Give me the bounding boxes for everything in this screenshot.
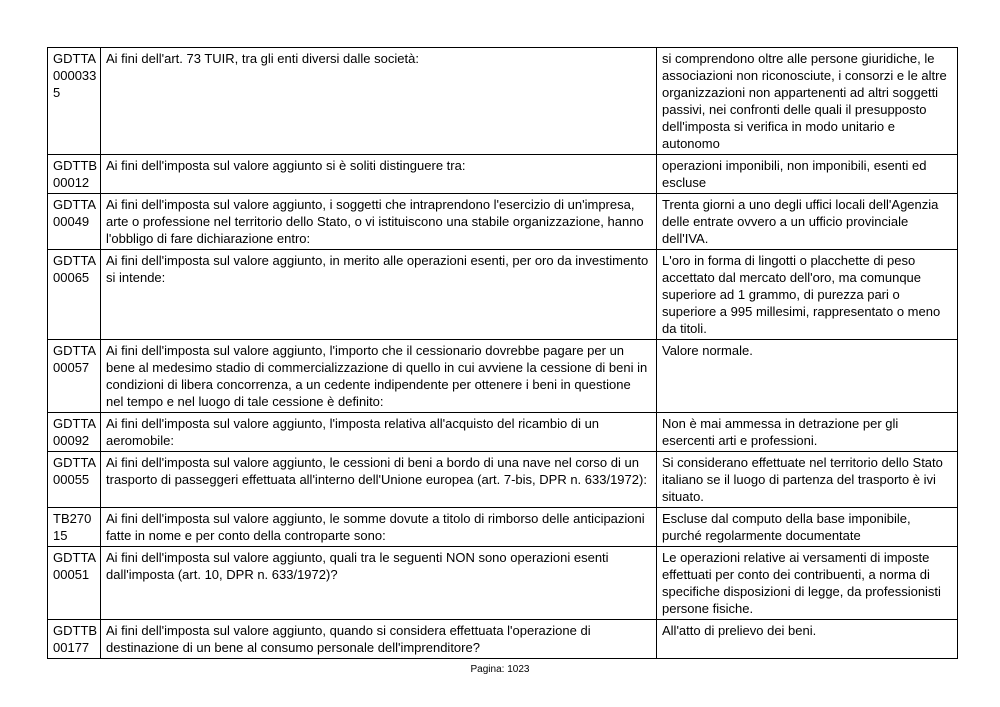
question-text: Ai fini dell'imposta sul valore aggiunto, l'imposta relativa all'acquisto del ricambio di un aeromobile: [101,413,657,452]
question-text: Ai fini dell'art. 73 TUIR, tra gli enti diversi dalle società: [101,48,657,155]
answer-text: Si considerano effettuate nel territorio dello Stato italiano se il luogo di partenza del trasporto è ivi situato. [657,452,958,508]
table-row [48,194,958,250]
table-row [48,620,958,659]
question-code: GDTTA00051 [48,547,101,620]
answer-text: Non è mai ammessa in detrazione per gli esercenti arti e professioni. [657,413,958,452]
question-text: Ai fini dell'imposta sul valore aggiunto si è soliti distinguere tra: [101,155,657,194]
answer-text: operazioni imponibili, non imponibili, esenti ed escluse [657,155,958,194]
qa-table [47,47,958,659]
page-number: Pagina: 1023 [470,664,530,675]
question-text: Ai fini dell'imposta sul valore aggiunto, le cessioni di beni a bordo di una nave nel corso di un trasporto di passeggeri effettuata all'interno dell'Unione europea (art. 7-bis, DPR n. 633/1972): [101,452,657,508]
table-row [48,508,958,547]
table-row [48,413,958,452]
question-code: GDTTA00065 [48,250,101,340]
question-text: Ai fini dell'imposta sul valore aggiunto, i soggetti che intraprendono l'esercizio di un'impresa, arte o professione nel territorio dello Stato, o vi istituiscono una stabile organizzazione, hanno l'obbligo di fare dichiarazione entro: [101,194,657,250]
table-row [48,48,958,155]
question-code: GDTTA00057 [48,340,101,413]
question-text: Ai fini dell'imposta sul valore aggiunto, in merito alle operazioni esenti, per oro da investimento si intende: [101,250,657,340]
question-code: GDTTB00012 [48,155,101,194]
answer-text: L'oro in forma di lingotti o placchette di peso accettato dal mercato dell'oro, ma comunque superiore ad 1 grammo, di purezza pari o superiore a 995 millesimi, rappresentato o meno da titoli. [657,250,958,340]
question-text: Ai fini dell'imposta sul valore aggiunto, l'importo che il cessionario dovrebbe pagare per un bene al medesimo stadio di commercializzazione di quello in cui avviene la cessione di beni in condizioni di libera concorrenza, a un cedente indipendente per ottenere i beni in questione nel tempo e nel luogo di tale cessione è definito: [101,340,657,413]
table-row [48,250,958,340]
question-code: TB27015 [48,508,101,547]
table-row [48,452,958,508]
question-text: Ai fini dell'imposta sul valore aggiunto, le somme dovute a titolo di rimborso delle anticipazioni fatte in nome e per conto della controparte sono: [101,508,657,547]
answer-text: All'atto di prelievo dei beni. [657,620,958,659]
question-code: GDTTA0000335 [48,48,101,155]
question-code: GDTTA00049 [48,194,101,250]
answer-text: Trenta giorni a uno degli uffici locali dell'Agenzia delle entrate ovvero a un ufficio provinciale dell'IVA. [657,194,958,250]
answer-text: Valore normale. [657,340,958,413]
question-text: Ai fini dell'imposta sul valore aggiunto, quali tra le seguenti NON sono operazioni esenti dall'imposta (art. 10, DPR n. 633/1972)? [101,547,657,620]
answer-text: Le operazioni relative ai versamenti di imposte effettuati per conto dei contribuenti, a norma di specifiche disposizioni di legge, da professionisti persone fisiche. [657,547,958,620]
table-row [48,340,958,413]
answer-text: Escluse dal computo della base imponibile, purché regolarmente documentate [657,508,958,547]
answer-text: si comprendono oltre alle persone giuridiche, le associazioni non riconosciute, i consorzi e le altre organizzazioni non appartenenti ad altri soggetti passivi, nei confronti delle quali il presupposto dell'imposta si verifica in modo unitario e autonomo [657,48,958,155]
question-code: GDTTA00055 [48,452,101,508]
question-code: GDTTA00092 [48,413,101,452]
table-row [48,547,958,620]
table-row [48,155,958,194]
question-text: Ai fini dell'imposta sul valore aggiunto, quando si considera effettuata l'operazione di destinazione di un bene al consumo personale dell'imprenditore? [101,620,657,659]
question-code: GDTTB00177 [48,620,101,659]
